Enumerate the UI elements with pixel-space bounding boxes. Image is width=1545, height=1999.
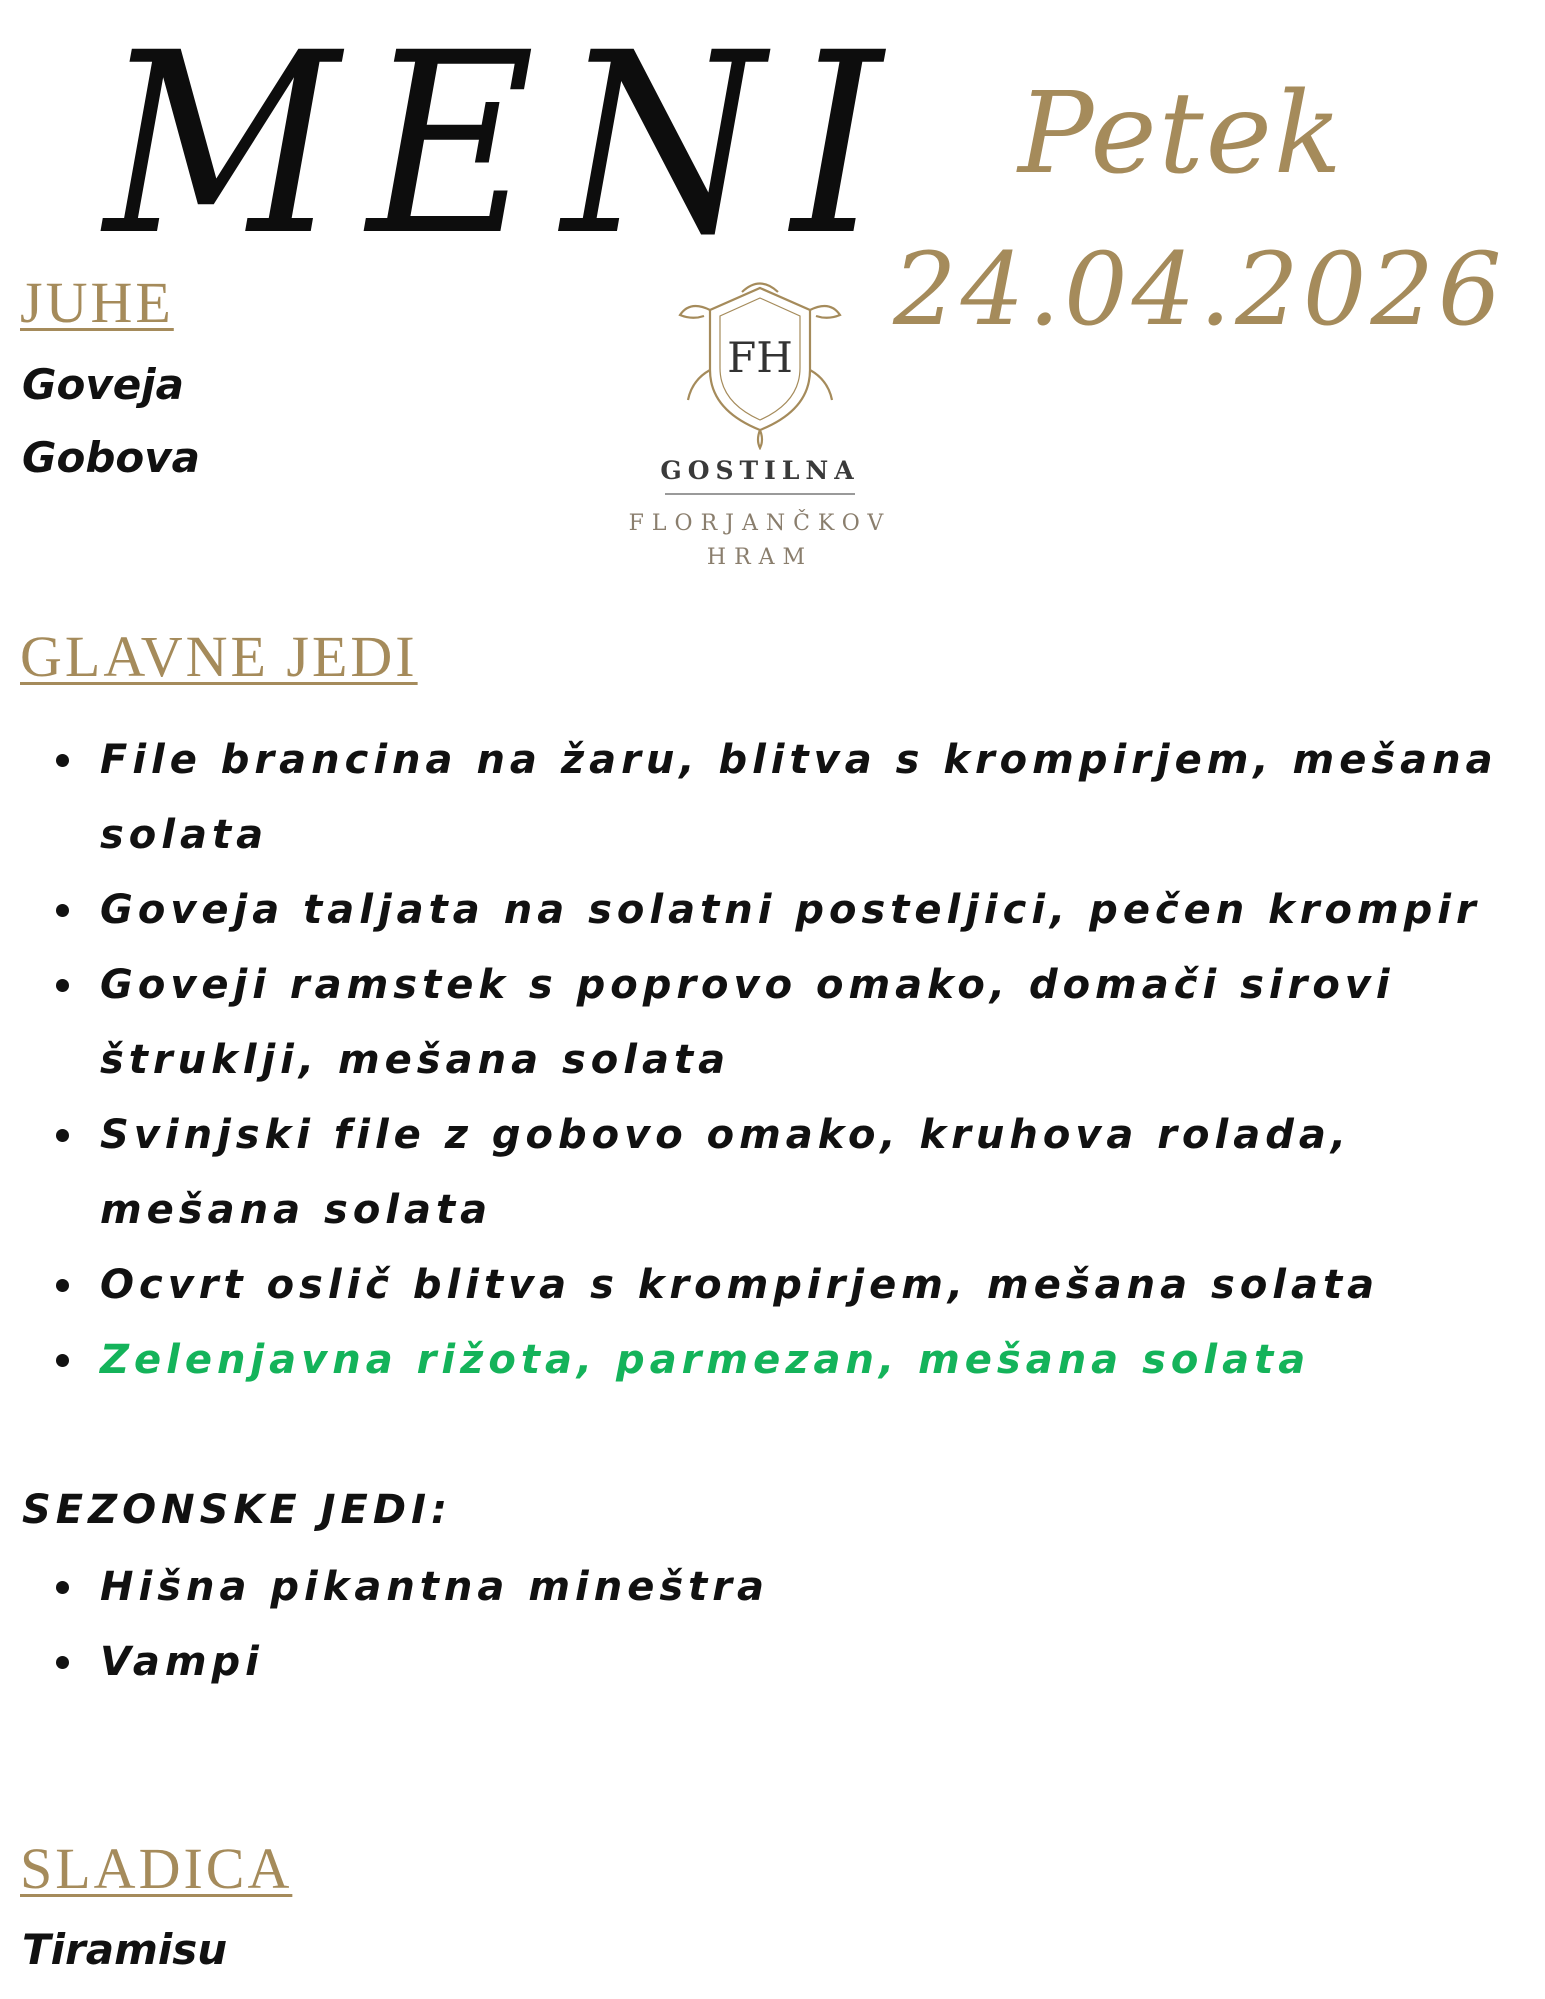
menu-date: 24.04.2026	[893, 231, 1506, 348]
list-item	[22, 873, 1502, 948]
dish-name: Ocvrt oslič blitva s krompirjem, mešana solata	[100, 1262, 1380, 1308]
bullet-icon	[56, 1581, 69, 1594]
list-item	[22, 1098, 1502, 1248]
dish-name: File brancina na žaru, blitva s krompirjem, mešana solata	[100, 737, 1498, 858]
list-item	[22, 1625, 1022, 1700]
dish-name: Goveji ramstek s poprovo omako, domači sirovi štruklji, mešana solata	[100, 962, 1395, 1083]
seasonal-heading: SEZONSKE JEDI:	[22, 1487, 452, 1533]
dish-name: Goveja taljata na solatni posteljici, pečen krompir	[100, 887, 1481, 933]
soup-item: Goveja	[22, 360, 184, 409]
dish-name: Zelenjavna rižota, parmezan, mešana solata	[100, 1337, 1311, 1383]
bullet-icon	[56, 1354, 69, 1367]
list-item	[22, 1550, 1022, 1625]
list-item-vegetarian	[22, 1323, 1502, 1398]
mains-list	[22, 723, 1502, 1398]
bullet-icon	[56, 1129, 69, 1142]
logo-divider	[665, 493, 855, 495]
list-item	[22, 723, 1502, 873]
mains-heading: GLAVNE JEDI	[20, 624, 418, 689]
bullet-icon	[56, 979, 69, 992]
bullet-icon	[56, 904, 69, 917]
logo-line-hram: HRAM	[706, 545, 814, 570]
list-item	[22, 1248, 1502, 1323]
list-item	[22, 948, 1502, 1098]
logo-line-gostilna: GOSTILNA	[660, 456, 860, 485]
dish-name: Svinjski file z gobovo omako, kruhova rolada, mešana solata	[100, 1112, 1352, 1233]
page-title: MENI	[104, 0, 910, 290]
dessert-item: Tiramisu	[22, 1925, 228, 1974]
seasonal-list	[22, 1550, 1022, 1700]
dish-name: Vampi	[100, 1639, 264, 1685]
bullet-icon	[56, 1279, 69, 1292]
crest-icon	[670, 270, 850, 450]
logo-line-name: FLORJANČKOV	[628, 511, 892, 536]
bullet-icon	[56, 1656, 69, 1669]
bullet-icon	[56, 754, 69, 767]
logo-monogram: FH	[727, 333, 793, 382]
dessert-heading: SLADICA	[20, 1836, 293, 1901]
dish-name: Hišna pikantna mineštra	[100, 1564, 769, 1610]
soup-item: Gobova	[22, 433, 200, 482]
soups-heading: JUHE	[20, 270, 174, 335]
restaurant-logo	[590, 270, 930, 590]
menu-day: Petek	[1018, 69, 1344, 199]
